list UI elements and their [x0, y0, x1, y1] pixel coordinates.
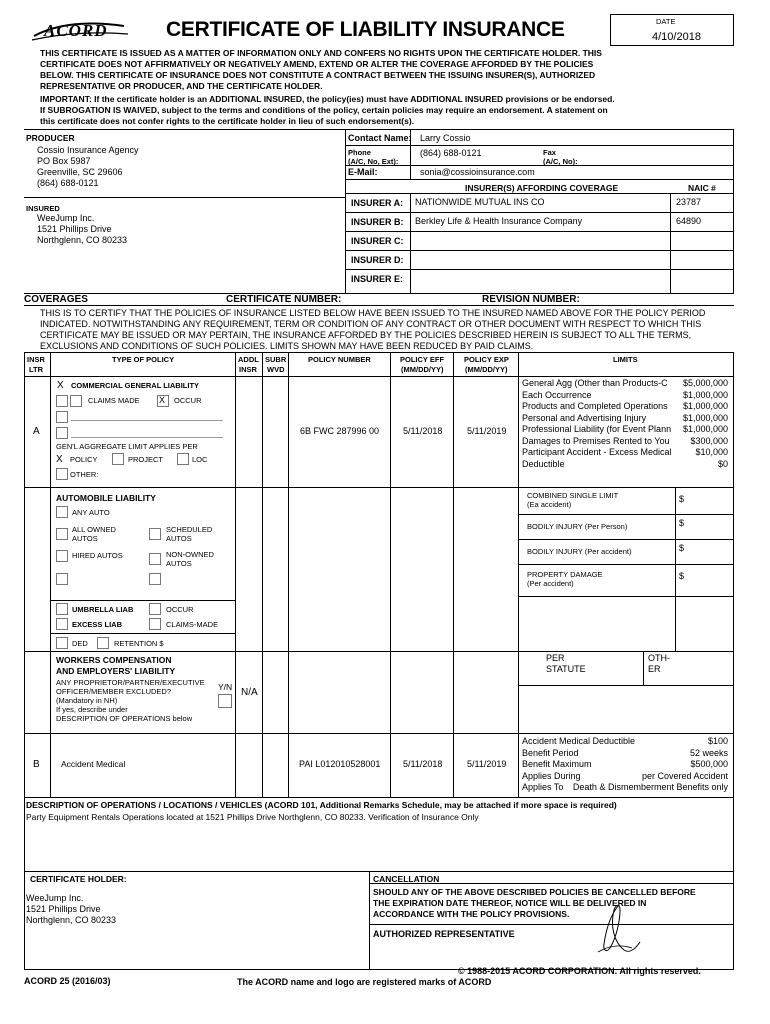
- important-line-2: If SUBROGATION IS WAIVED, subject to the terms and conditions of the policy, certain policies may require an endorsement. A statement on: [40, 105, 608, 115]
- coverages-text-4: EXCLUSIONS AND CONDITIONS OF SUCH POLICIES. LIMITS SHOWN MAY HAVE BEEN REDUCED BY PAID CLAIMS.: [40, 341, 534, 351]
- description-text: Party Equipment Rentals Operations located at 1521 Phillips Drive Northglenn, CO 80233. Verification of Insurance Only: [26, 812, 479, 822]
- auto-title: AUTOMOBILE LIABILITY: [56, 493, 156, 503]
- accident-limit-values: $100 52 weeks $500,000 per Covered Accident Death & Dismemberment Benefits only: [572, 736, 728, 792]
- cancellation-text: SHOULD ANY OF THE ABOVE DESCRIBED POLICIES BE CANCELLED BEFORE THE EXPIRATION DATE THEREOF, NOTICE WILL BE DELIVERED IN ACCORDANCE WITH THE POLICY PROVISIONS.: [373, 887, 696, 919]
- col-policy-eff: POLICY EFF: [400, 355, 445, 364]
- col-policy-exp: POLICY EXP: [464, 355, 509, 364]
- producer-name: Cossio Insurance Agency: [37, 145, 139, 155]
- auto-bi-accident-label: BODILY INJURY (Per accident): [527, 547, 632, 556]
- gl-extra-checkbox-2[interactable]: [56, 427, 68, 439]
- page-title: CERTIFICATE OF LIABILITY INSURANCE: [166, 18, 565, 41]
- gl-claims-made-checkbox[interactable]: [56, 395, 68, 407]
- accident-policy-exp: 5/11/2019: [467, 759, 507, 769]
- producer-address-1: PO Box 5987: [37, 156, 91, 166]
- auto-hired-label: HIRED AUTOS: [72, 551, 123, 560]
- gl-policy-eff: 5/11/2018: [403, 426, 443, 436]
- ded-checkbox[interactable]: [56, 637, 68, 649]
- claims-made-label: CLAIMS-MADE: [166, 620, 219, 629]
- col-ltr: LTR: [29, 365, 44, 374]
- revision-number-label: REVISION NUMBER:: [482, 294, 580, 305]
- col-type: TYPE OF POLICY: [112, 355, 175, 364]
- auto-all-owned-label: ALL OWNED AUTOS: [72, 525, 116, 543]
- umbrella-label: UMBRELLA LIAB: [72, 605, 134, 614]
- workers-title: WORKERS COMPENSATION AND EMPLOYERS' LIABILITY: [56, 655, 176, 676]
- holder-label: CERTIFICATE HOLDER:: [30, 874, 127, 884]
- notice-line-3: BELOW. THIS CERTIFICATE OF INSURANCE DOES NOT CONSTITUTE A CONTRACT BETWEEN THE ISSUING INSURER(S), AUTHORIZED: [40, 70, 596, 80]
- auto-csl-dollar: $: [679, 494, 685, 504]
- naic-header: NAIC #: [688, 183, 716, 193]
- coverages-text-1: THIS IS TO CERTIFY THAT THE POLICIES OF INSURANCE LISTED BELOW HAVE BEEN ISSUED TO THE INSURED NAMED ABOVE FOR THE POLICY PERIOD: [40, 308, 706, 318]
- excess-label: EXCESS LIAB: [72, 620, 123, 629]
- insurer-e-label: INSURER E:: [351, 274, 404, 284]
- footer-trademark: The ACORD name and logo are registered marks of ACORD: [237, 977, 492, 987]
- gl-occur-label: OCCUR: [174, 396, 202, 405]
- insurer-a-naic: 23787: [676, 197, 702, 207]
- col-subr: SUBR: [265, 355, 287, 364]
- claims-made-checkbox[interactable]: [149, 618, 161, 630]
- contact-name-label: Contact Name:: [348, 133, 412, 143]
- producer-address-2: Greenville, SC 29606: [37, 167, 123, 177]
- insurer-b-name: Berkley Life & Health Insurance Company: [415, 216, 583, 226]
- insured-label: INSURED: [26, 204, 60, 213]
- auto-non-owned-checkbox[interactable]: [149, 553, 161, 565]
- auto-any-label: ANY AUTO: [72, 508, 110, 517]
- insurer-b-naic: 64890: [676, 216, 702, 226]
- auto-all-owned-checkbox[interactable]: [56, 528, 68, 540]
- gl-insurer-letter: A: [33, 426, 40, 437]
- coverages-label: COVERAGES: [24, 294, 88, 305]
- retention-checkbox[interactable]: [97, 637, 109, 649]
- auto-extra-checkbox-2[interactable]: [149, 573, 161, 585]
- holder-name: WeeJump Inc.: [26, 893, 84, 903]
- col-insr: INSR: [27, 355, 45, 364]
- authorized-representative-label: AUTHORIZED REPRESENTATIVE: [373, 929, 515, 939]
- gl-claims-made-label: CLAIMS MADE: [88, 396, 140, 405]
- accident-insurer-letter: B: [33, 759, 40, 770]
- workers-per-statute: PER STATUTE: [546, 653, 586, 674]
- workers-other: OTH- ER: [648, 653, 670, 674]
- ded-label: DED: [72, 639, 88, 648]
- gl-limit-values: $5,000,000 $1,000,000 $1,000,000 $1,000,000 $1,000,000 $300,000 $10,000 $0: [682, 378, 728, 469]
- gl-policy-label: POLICY: [70, 455, 98, 464]
- insured-address-2: Northglenn, CO 80233: [37, 235, 128, 245]
- insurer-b-label: INSURER B:: [351, 217, 404, 227]
- gl-loc-label: LOC: [192, 455, 208, 464]
- auto-pd-label: PROPERTY DAMAGE (Per accident): [527, 570, 603, 588]
- auto-scheduled-checkbox[interactable]: [149, 528, 161, 540]
- accident-limit-labels: Accident Medical Deductible Benefit Period Benefit Maximum Applies During Applies To: [522, 736, 636, 792]
- workers-details: ANY PROPRIETOR/PARTNER/EXECUTIVE OFFICER/MEMBER EXCLUDED? (Mandatory in NH) If yes, describe under DESCRIPTION OF OPERATIONS below: [56, 678, 205, 723]
- gl-occur-check: X: [159, 395, 166, 405]
- gl-other-label: OTHER:: [70, 470, 99, 479]
- coverages-text-3: CERTIFICATE MAY BE ISSUED OR MAY PERTAIN, THE INSURANCE AFFORDED BY THE POLICIES DESCRIBED HEREIN IS SUBJECT TO ALL THE TERMS,: [40, 330, 692, 340]
- contact-name-value: Larry Cossio: [420, 133, 471, 143]
- gl-policy-check: X: [56, 454, 63, 465]
- insured-address-1: 1521 Phillips Drive: [37, 224, 112, 234]
- auto-any-checkbox[interactable]: [56, 506, 68, 518]
- col-exp-fmt: (MM/DD/YY): [465, 365, 508, 374]
- auto-bi-accident-dollar: $: [679, 543, 685, 553]
- insurer-a-name: NATIONWIDE MUTUAL INS CO: [415, 197, 545, 207]
- contact-fax-label: Fax: [543, 148, 556, 157]
- gl-loc-checkbox[interactable]: [177, 453, 189, 465]
- cancellation-label: CANCELLATION: [373, 874, 440, 884]
- description-label: DESCRIPTION OF OPERATIONS / LOCATIONS / VEHICLES (ACORD 101, Additional Remarks Schedule, may be attached if more space is required): [26, 800, 617, 810]
- gl-policy-exp: 5/11/2019: [467, 426, 507, 436]
- contact-phone-label: Phone: [348, 148, 371, 157]
- important-line-1: IMPORTANT: If the certificate holder is an ADDITIONAL INSURED, the policy(ies) must have ADDITIONAL INSURED provisions or be endorsed.: [40, 94, 615, 104]
- notice-line-1: THIS CERTIFICATE IS ISSUED AS A MATTER OF INFORMATION ONLY AND CONFERS NO RIGHTS UPON THE CERTIFICATE HOLDER. THIS: [40, 48, 602, 58]
- auto-non-owned-label: NON-OWNED AUTOS: [166, 550, 214, 568]
- footer-form-number: ACORD 25 (2016/03): [24, 976, 111, 986]
- insurer-a-label: INSURER A:: [351, 198, 404, 208]
- notice-line-4: REPRESENTATIVE OR PRODUCER, AND THE CERTIFICATE HOLDER.: [40, 81, 323, 91]
- contact-phone-sublabel: (A/C, No, Ext):: [348, 157, 399, 166]
- date-label: DATE: [656, 17, 676, 26]
- acord-logo-text: ACORD: [44, 21, 108, 40]
- auto-pd-dollar: $: [679, 571, 685, 581]
- gl-project-checkbox[interactable]: [112, 453, 124, 465]
- col-addl: ADDL: [238, 355, 259, 364]
- col-limits: LIMITS: [613, 355, 638, 364]
- auto-csl-label: COMBINED SINGLE LIMIT (Ea accident): [527, 491, 619, 509]
- gl-commercial-label: COMMERCIAL GENERAL LIABILITY: [71, 381, 200, 390]
- workers-yn: Y/N: [218, 682, 233, 692]
- gl-policy-number: 6B FWC 287996 00: [300, 426, 380, 436]
- insurers-header: INSURER(S) AFFORDING COVERAGE: [465, 183, 619, 193]
- auto-hired-checkbox[interactable]: [56, 550, 68, 562]
- holder-address-2: Northglenn, CO 80233: [26, 915, 117, 925]
- auto-extra-checkbox-1[interactable]: [56, 573, 68, 585]
- workers-yn-checkbox[interactable]: [218, 694, 232, 708]
- auto-bi-person-dollar: $: [679, 518, 685, 528]
- footer-copyright: © 1988-2015 ACORD CORPORATION. All rights reserved.: [458, 966, 701, 976]
- holder-address-1: 1521 Phillips Drive: [26, 904, 101, 914]
- gl-extra-checkbox-1[interactable]: [56, 411, 68, 423]
- notice-line-2: CERTIFICATE DOES NOT AFFIRMATIVELY OR NEGATIVELY AMEND, EXTEND OR ALTER THE COVERAGE AFFORDED BY THE POLICIES: [40, 59, 594, 69]
- gl-limit-labels: General Agg (Other than Products-C Each Occurrence Products and Completed Operations Personal and Advertising Injury Professional Liability (for Event Plann Damages to Premises Rented to You Participant Accident - Excess Medical Deductible: [522, 378, 672, 469]
- accident-policy-eff: 5/11/2018: [403, 759, 443, 769]
- retention-label: RETENTION $: [114, 639, 164, 648]
- insured-name: WeeJump Inc.: [37, 213, 95, 223]
- excess-checkbox[interactable]: [56, 618, 68, 630]
- certificate-number-label: CERTIFICATE NUMBER:: [226, 294, 342, 305]
- col-wvd: WVD: [267, 365, 285, 374]
- signature-mark: [580, 898, 660, 960]
- col-eff-fmt: (MM/DD/YY): [401, 365, 444, 374]
- important-line-3: this certificate does not confer rights to the certificate holder in lieu of such endorsement(s).: [40, 116, 415, 126]
- umbrella-checkbox[interactable]: [56, 603, 68, 615]
- producer-label: PRODUCER: [26, 133, 75, 143]
- gl-commercial-check: X: [57, 380, 64, 391]
- umbrella-occur-checkbox[interactable]: [149, 603, 161, 615]
- coverages-text-2: INDICATED. NOTWITHSTANDING ANY REQUIREMENT, TERM OR CONDITION OF ANY CONTRACT OR OTHER DOCUMENT WITH RESPECT TO WHICH THIS: [40, 319, 702, 329]
- auto-scheduled-label: SCHEDULED AUTOS: [166, 525, 213, 543]
- gl-claims-sub-checkbox[interactable]: [70, 395, 82, 407]
- insurer-c-label: INSURER C:: [351, 236, 404, 246]
- contact-email-label: E-Mail:: [348, 167, 378, 177]
- accident-policy-number: PAI L012010528001: [299, 759, 381, 769]
- contact-fax-sublabel: (A/C, No):: [543, 157, 578, 166]
- accident-type: Accident Medical: [61, 759, 126, 769]
- producer-phone: (864) 688-0121: [37, 178, 99, 188]
- insurer-d-label: INSURER D:: [351, 255, 404, 265]
- acord-logo: [28, 16, 132, 44]
- gl-agg-header: GEN'L AGGREGATE LIMIT APPLIES PER: [56, 442, 198, 451]
- date-value: 4/10/2018: [652, 31, 701, 43]
- col-policy-number: POLICY NUMBER: [308, 355, 371, 364]
- gl-other-checkbox[interactable]: [56, 468, 68, 480]
- umbrella-occur-label: OCCUR: [166, 605, 194, 614]
- col-addl-insr: INSR: [239, 365, 257, 374]
- contact-email-value: sonia@cossioinsurance.com: [420, 167, 535, 177]
- workers-na: N/A: [241, 687, 258, 698]
- gl-project-label: PROJECT: [128, 455, 164, 464]
- contact-phone-value: (864) 688-0121: [420, 148, 482, 158]
- auto-bi-person-label: BODILY INJURY (Per Person): [527, 522, 628, 531]
